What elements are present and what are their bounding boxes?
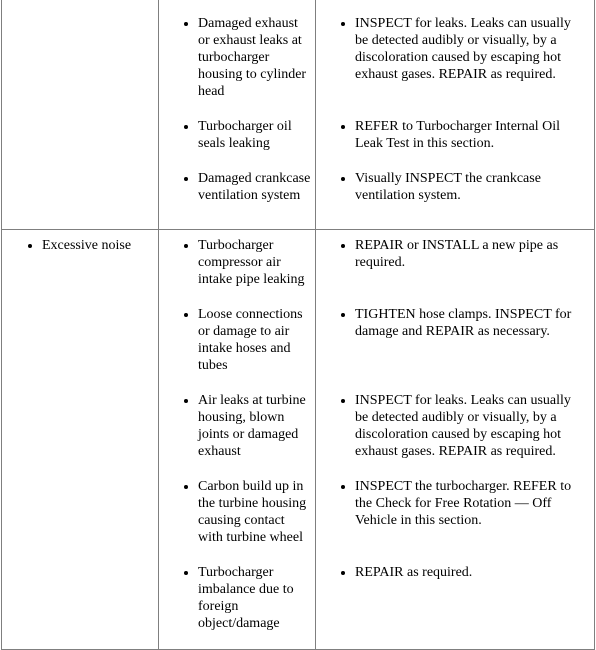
action-item: INSPECT the turbocharger. REFER to the Check for Free Rotation — Off Vehicle in this section.	[355, 478, 584, 546]
action-item: REPAIR as required.	[355, 564, 584, 632]
cause-item: Damaged crankcase ventilation system	[198, 170, 311, 221]
action-item: INSPECT for leaks. Leaks can usually be detected audibly or visually, by a discoloration caused by escaping hot exhaust gases. REPAIR as required.	[355, 392, 584, 460]
action-item: Visually INSPECT the crankcase ventilation system.	[355, 170, 584, 221]
action-item: REPAIR or INSTALL a new pipe as required.	[355, 237, 584, 288]
action-cell	[316, 0, 595, 230]
cause-item: Turbocharger imbalance due to foreign object/damage	[198, 564, 311, 632]
cause-item: Turbocharger oil seals leaking	[198, 118, 311, 153]
action-item: TIGHTEN hose clamps. INSPECT for damage and REPAIR as necessary.	[355, 306, 584, 374]
condition-cell	[2, 230, 159, 650]
cause-item: Carbon build up in the turbine housing causing contact with turbine wheel	[198, 478, 311, 546]
condition-item: Excessive noise	[42, 237, 158, 254]
cause-cell	[159, 230, 316, 650]
cause-item: Loose connections or damage to air intake hoses and tubes	[198, 306, 311, 374]
cause-item: Turbocharger compressor air intake pipe leaking	[198, 237, 311, 288]
table-row	[2, 0, 595, 230]
action-item: INSPECT for leaks. Leaks can usually be detected audibly or visually, by a discoloration caused by escaping hot exhaust gases. REPAIR as required.	[355, 15, 584, 100]
cause-item: Air leaks at turbine housing, blown joints or damaged exhaust	[198, 392, 311, 460]
cause-cell	[159, 0, 316, 230]
condition-cell	[2, 0, 159, 230]
diagnostic-table	[1, 0, 595, 650]
action-cell	[316, 230, 595, 650]
cause-item: Damaged exhaust or exhaust leaks at turbocharger housing to cylinder head	[198, 15, 311, 100]
table-row	[2, 230, 595, 650]
action-item: REFER to Turbocharger Internal Oil Leak Test in this section.	[355, 118, 584, 153]
